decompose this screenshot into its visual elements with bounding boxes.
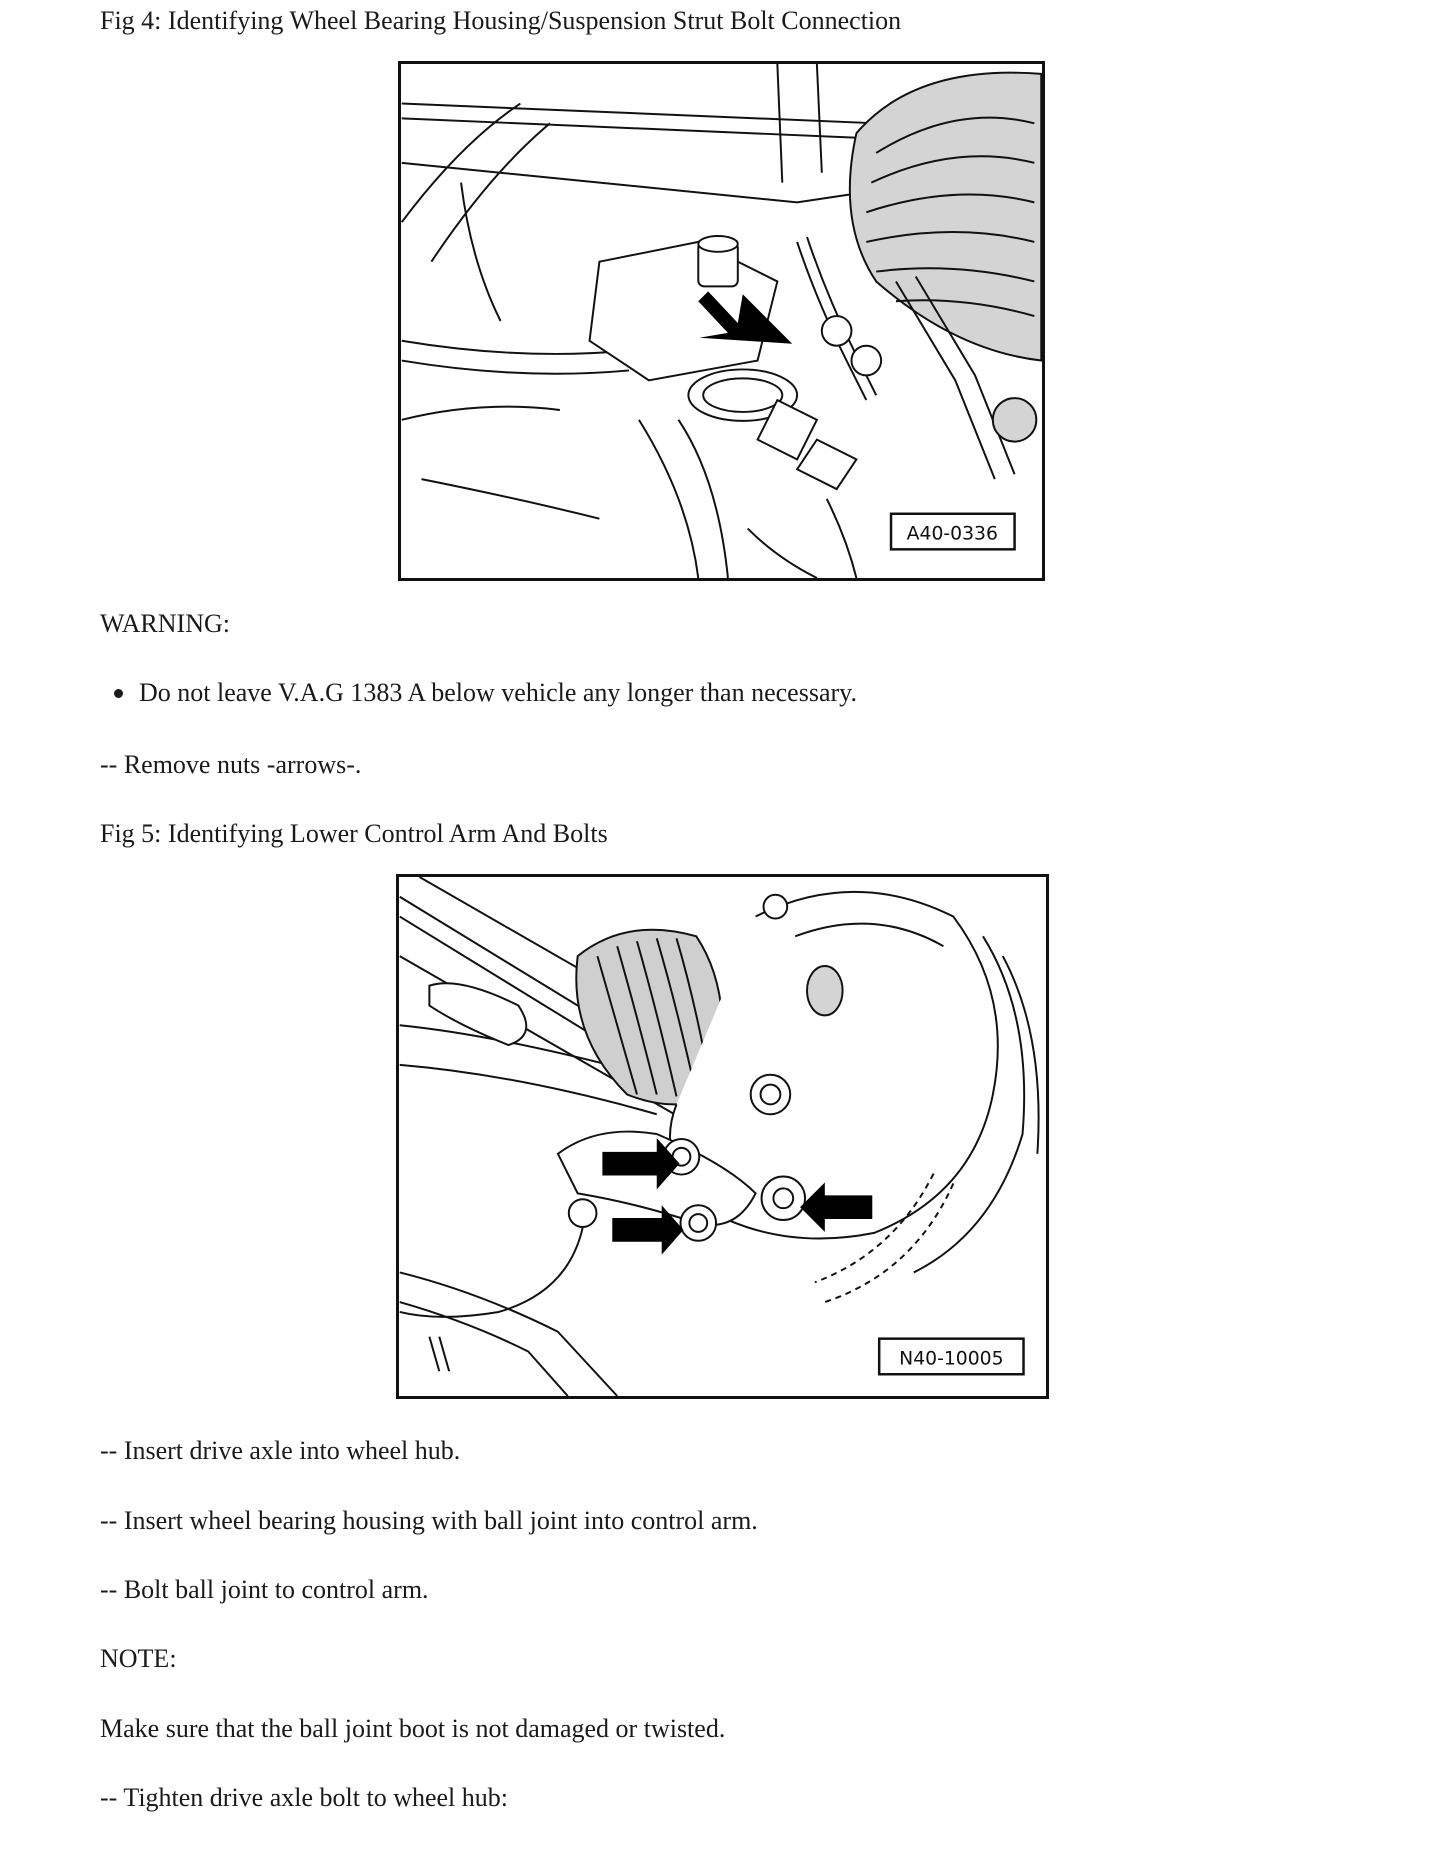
fig5-illustration (396, 874, 1049, 1399)
fig5-caption: Fig 5: Identifying Lower Control Arm And Bolts (100, 819, 608, 848)
step-tighten-bolt: -- Tighten drive axle bolt to wheel hub: (100, 1783, 509, 1812)
bullet-icon (114, 689, 123, 698)
step-insert-axle: -- Insert drive axle into wheel hub. (100, 1436, 461, 1465)
step-remove-nuts: -- Remove nuts -arrows-. (100, 750, 362, 779)
step-bolt-ball-joint: -- Bolt ball joint to control arm. (100, 1575, 429, 1604)
fig4-caption: Fig 4: Identifying Wheel Bearing Housing/Suspension Strut Bolt Connection (100, 6, 902, 35)
fig4-illustration (398, 61, 1045, 581)
warning-heading: WARNING: (100, 609, 230, 638)
lower-control-arm-drawing (399, 877, 1046, 1396)
wheel-bearing-housing-drawing (401, 64, 1042, 578)
note-heading: NOTE: (100, 1644, 177, 1673)
note-text: Make sure that the ball joint boot is not damaged or twisted. (100, 1714, 726, 1743)
fig5-label: N40-10005 (899, 1348, 1004, 1370)
fig4-label: A40-0336 (906, 523, 998, 545)
step-insert-housing: -- Insert wheel bearing housing with ball joint into control arm. (100, 1506, 758, 1535)
warning-bullet-text: Do not leave V.A.G 1383 A below vehicle any longer than necessary. (139, 678, 857, 707)
